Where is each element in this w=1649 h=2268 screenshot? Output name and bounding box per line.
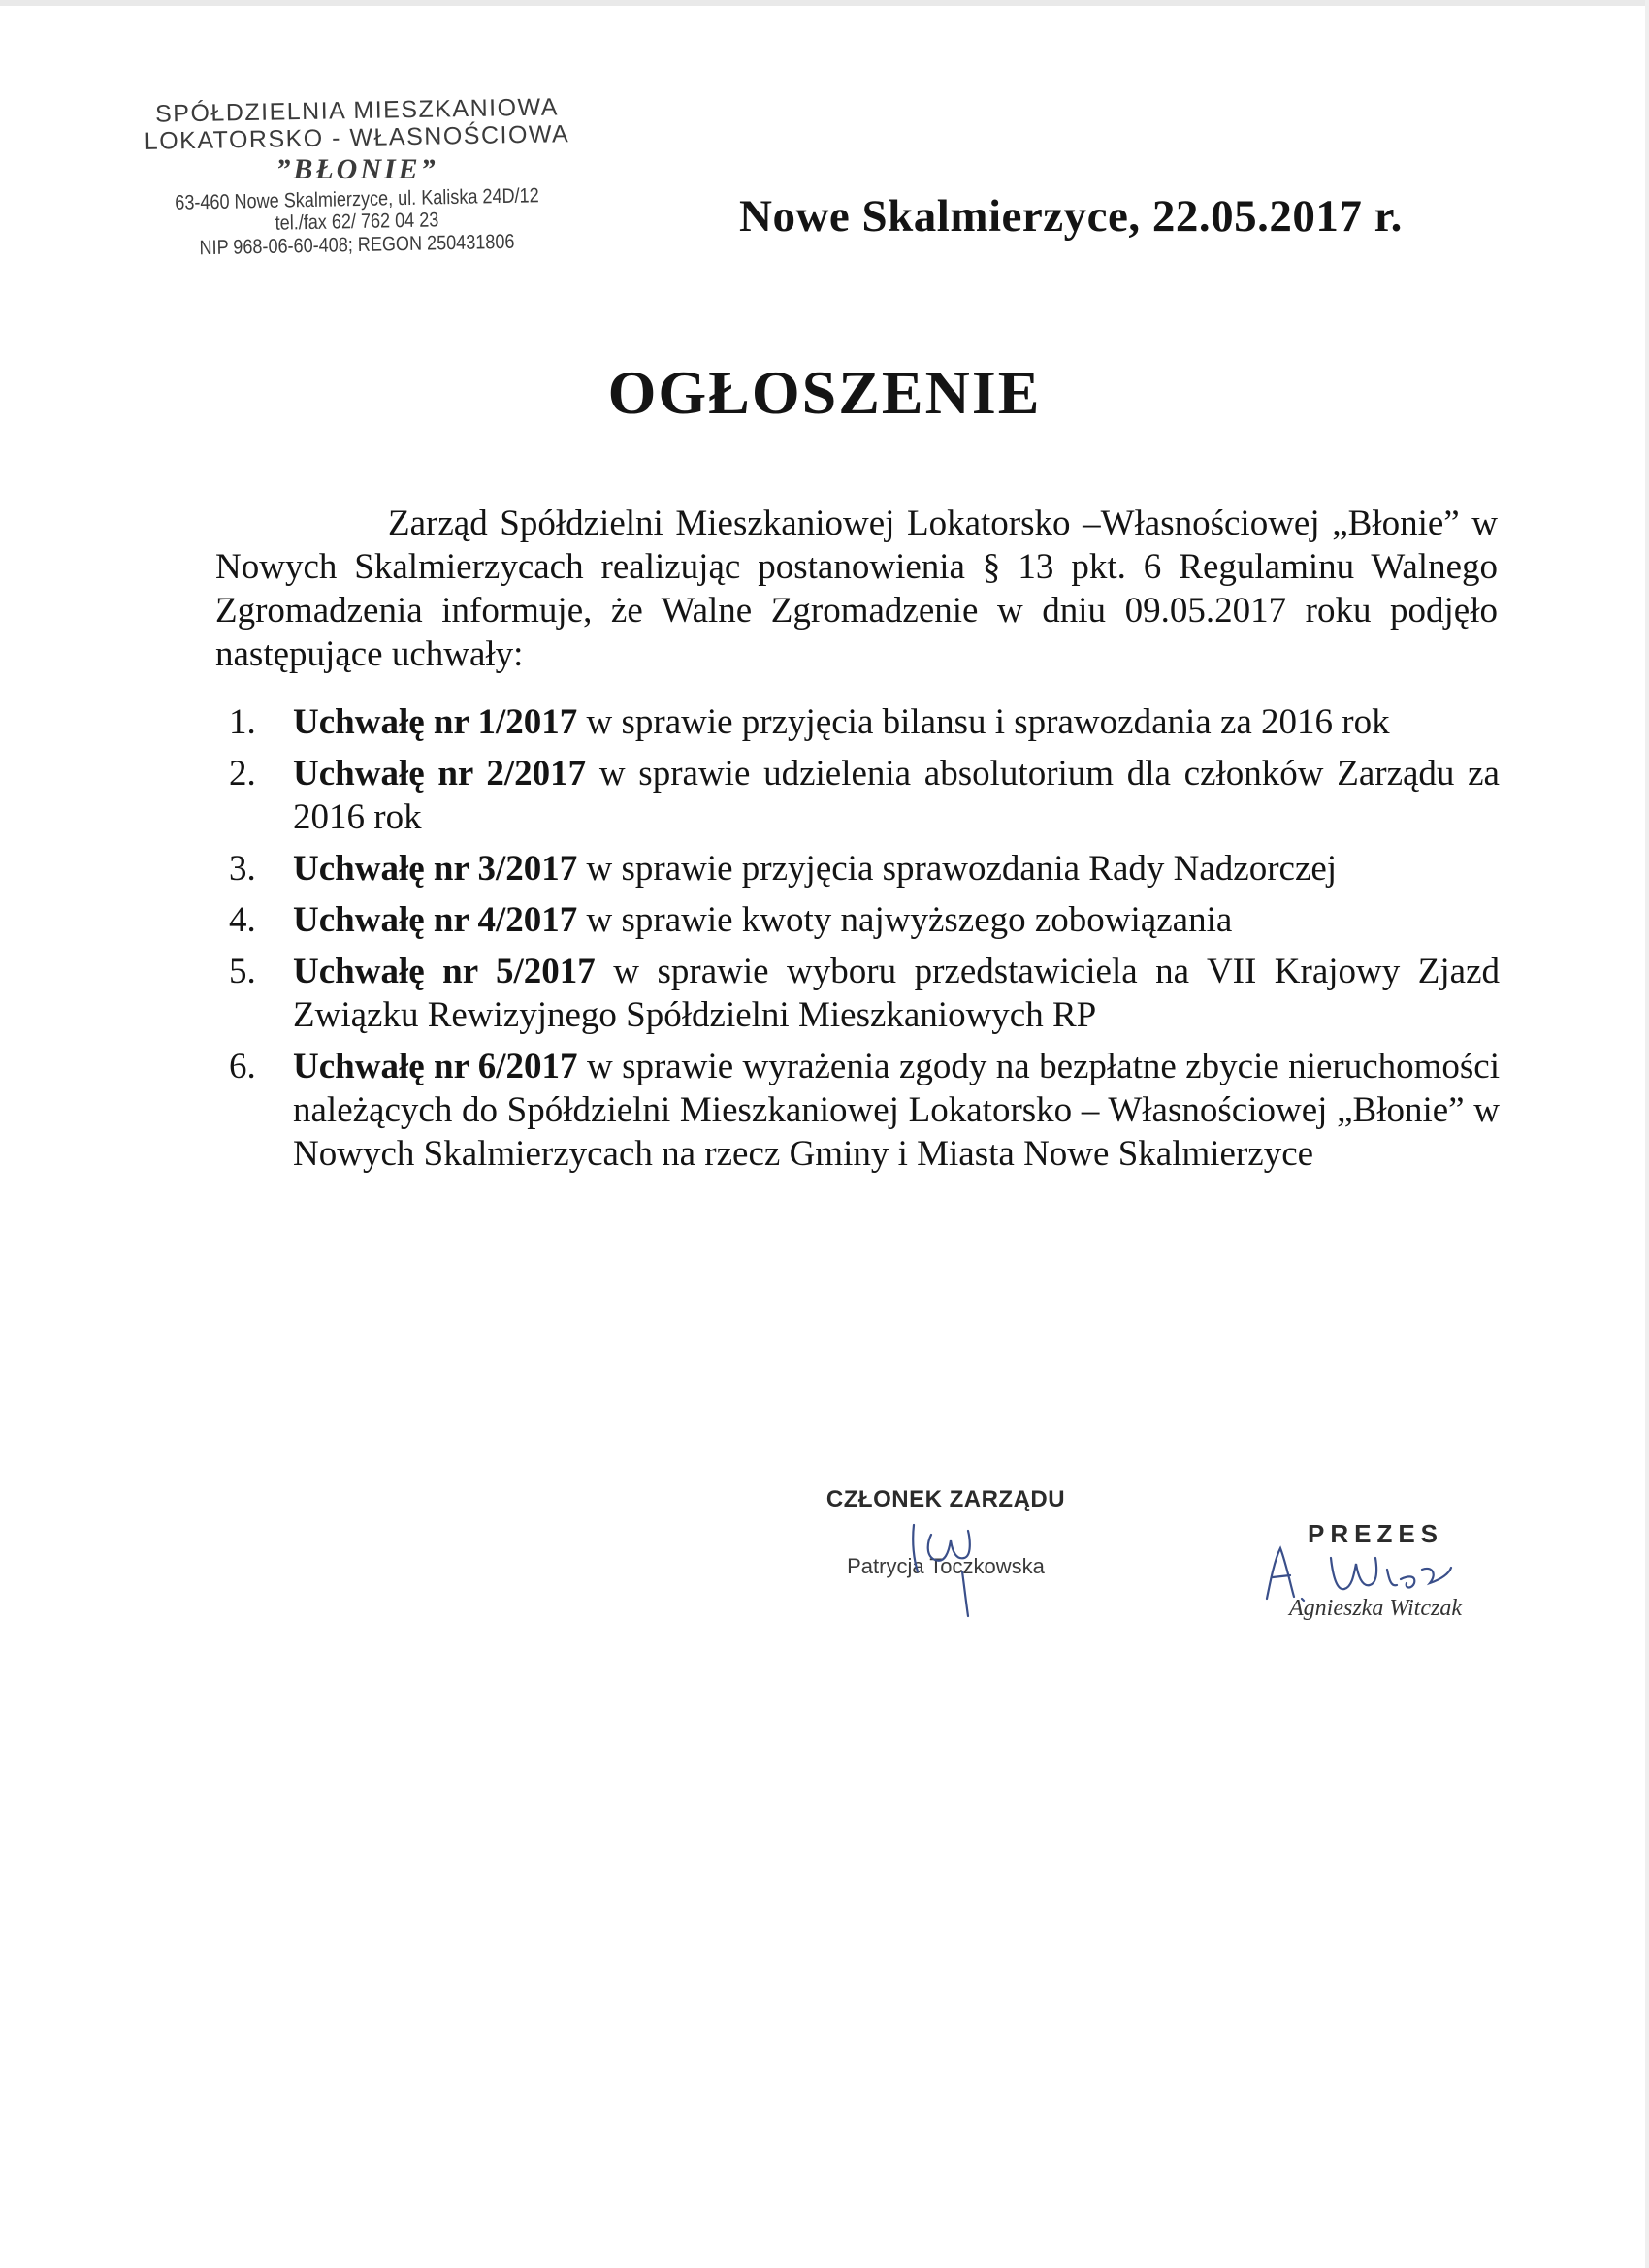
stamp-phone: tel./fax 62/ 762 04 23	[275, 209, 439, 235]
list-item	[229, 950, 1500, 1037]
resolution-number: Uchwałę nr 6/2017	[293, 1047, 578, 1086]
stamp-line-1: SPÓŁDZIELNIA MIESZKANIOWA	[154, 93, 560, 128]
resolution-text: w sprawie wyboru przedstawiciela na VII Krajowy Zjazd Związku Rewizyjnego Spółdzielni Mieszkaniowych RP	[293, 952, 1500, 1035]
list-item	[229, 752, 1500, 839]
list-item	[229, 700, 1500, 744]
resolution-number: Uchwałę nr 3/2017	[293, 849, 578, 889]
list-item-number: 3.	[229, 849, 256, 889]
company-stamp	[114, 93, 599, 259]
list-item	[229, 1045, 1500, 1176]
list-item-number: 4.	[229, 900, 256, 940]
resolution-text: w sprawie kwoty najwyższego zobowiązania	[577, 900, 1233, 940]
resolution-text: w sprawie przyjęcia sprawozdania Rady Nadzorczej	[577, 849, 1338, 889]
signature-board-member	[805, 1486, 1086, 1579]
resolution-text: w sprawie udzielenia absolutorium dla członków Zarządu za 2016 rok	[293, 754, 1500, 837]
board-member-role: CZŁONEK ZARZĄDU	[825, 1486, 1066, 1512]
signature-president	[1230, 1519, 1521, 1622]
list-item-number: 2.	[229, 754, 256, 794]
document-date: Nowe Skalmierzyce, 22.05.2017 r.	[739, 191, 1403, 242]
list-item	[229, 898, 1500, 942]
intro-paragraph-block	[215, 502, 1498, 676]
resolution-number: Uchwałę nr 2/2017	[293, 754, 587, 794]
board-member-name: Patrycja Toczkowska	[847, 1554, 1045, 1578]
president-role: PREZES	[1307, 1519, 1444, 1548]
resolution-number: Uchwałę nr 1/2017	[293, 702, 578, 742]
stamp-company-name: ”BŁONIE”	[275, 153, 438, 185]
president-name: Agnieszka Witczak	[1289, 1596, 1462, 1621]
handwritten-signature-icon	[892, 1513, 1009, 1620]
list-item-number: 5.	[229, 952, 256, 991]
resolution-text: w sprawie wyrażenia zgody na bezpłatne zbycie nieruchomości należących do Spółdzielni Mieszkaniowej Lokatorsko – Własnościowej „Błonie” w Nowych Skalmierzycach na rzecz Gminy i Miasta Nowe Skalmierzyce	[293, 1047, 1501, 1174]
list-item	[229, 847, 1500, 891]
handwritten-signature-icon	[1251, 1540, 1504, 1608]
list-item-number: 6.	[229, 1047, 256, 1086]
scan-edge-right	[1645, 0, 1649, 2268]
stamp-line-2: LOKATORSKO - WŁASNOŚCIOWA	[144, 120, 570, 155]
scan-edge	[0, 0, 1649, 6]
resolutions-list	[229, 700, 1500, 1183]
resolution-text: w sprawie przyjęcia bilansu i sprawozdania za 2016 rok	[577, 702, 1390, 742]
list-item-number: 1.	[229, 702, 256, 742]
stamp-ids: NIP 968-06-60-408; REGON 250431806	[199, 230, 515, 259]
resolution-number: Uchwałę nr 4/2017	[293, 900, 578, 940]
intro-paragraph: Zarząd Spółdzielni Mieszkaniowej Lokatorsko –Własnościowej „Błonie” w Nowych Skalmierzycach realizując postanowienia § 13 pkt. 6 Regulaminu Walnego Zgromadzenia informuje, że Walne Zgromadzenie w dniu 09.05.2017 roku podjęło następujące uchwały:	[215, 503, 1498, 674]
stamp-address: 63-460 Nowe Skalmierzyce, ul. Kaliska 24D/12	[175, 183, 539, 214]
document-title: OGŁOSZENIE	[607, 358, 1042, 427]
resolution-number: Uchwałę nr 5/2017	[293, 952, 596, 991]
